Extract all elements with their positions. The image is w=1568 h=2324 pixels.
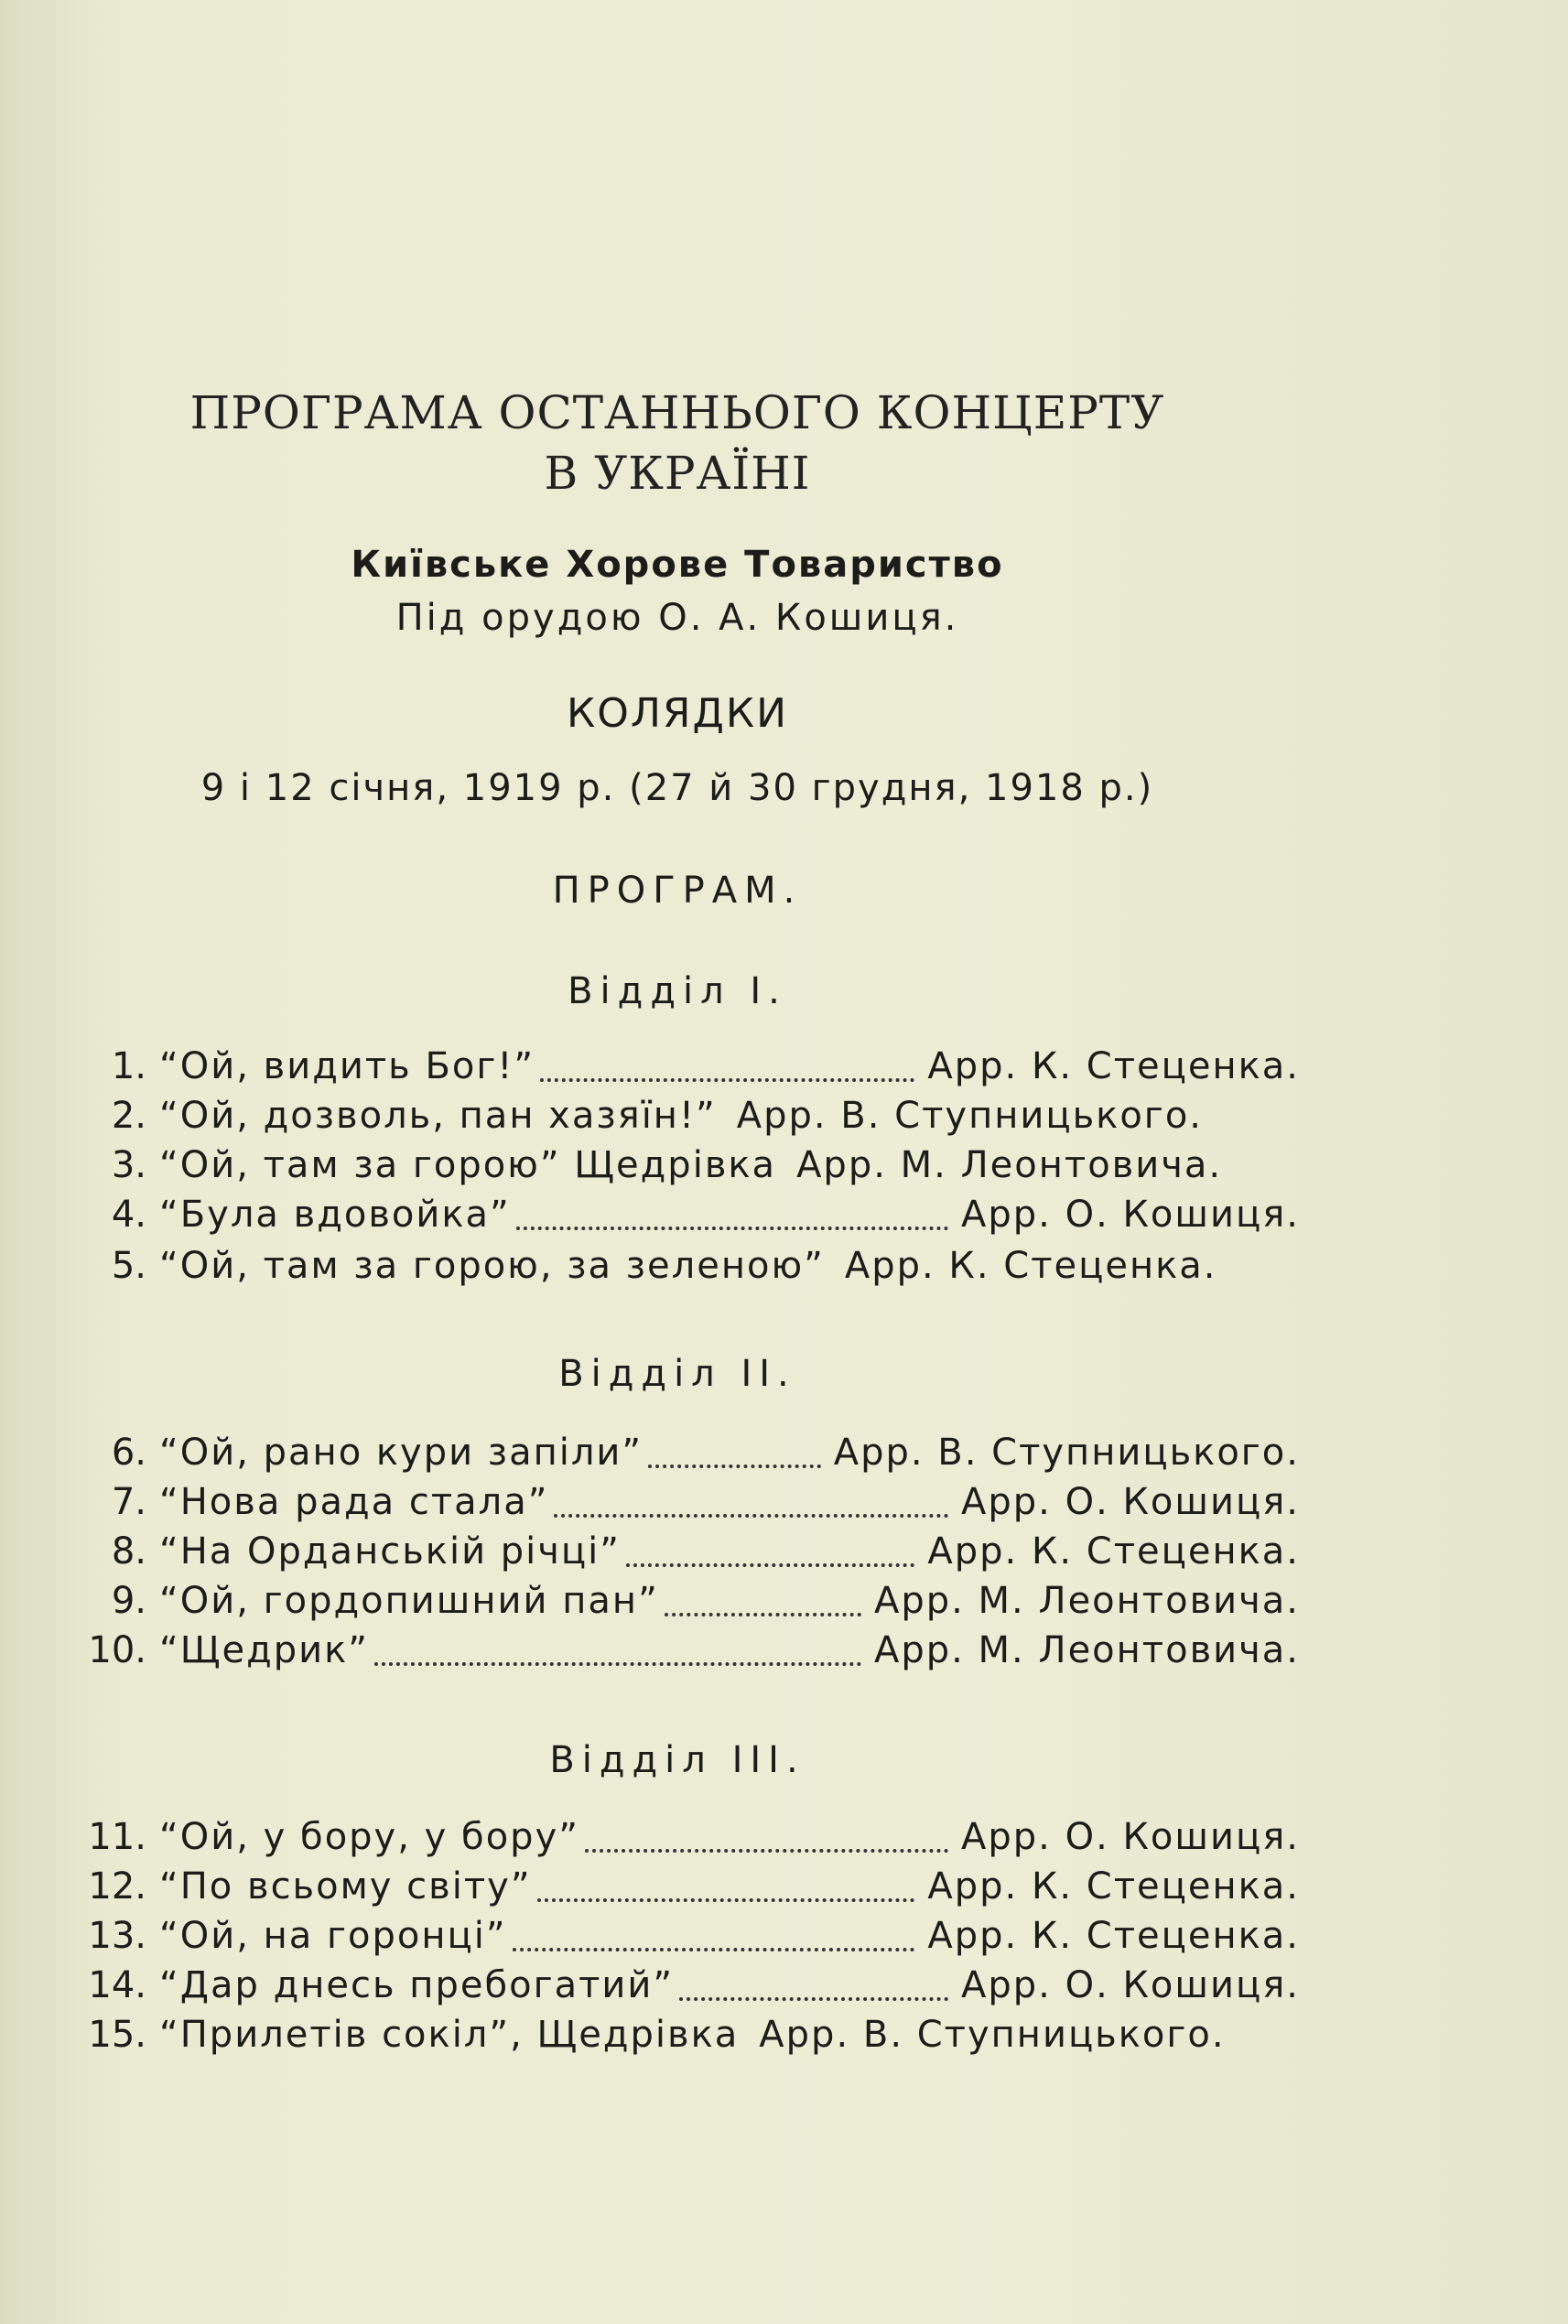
page-title-line2: В УКРАЇНІ — [544, 447, 811, 500]
dot-leader — [648, 1437, 821, 1468]
item-title: “Ой, гордопишний пан” — [159, 1580, 659, 1622]
program-item — [55, 1190, 1300, 1239]
item-title: “Дар днесь пребогатий” — [159, 1964, 675, 2006]
program-item — [55, 1140, 1300, 1190]
dot-leader — [554, 1486, 948, 1518]
item-arranger: Арр. О. Кошиця. — [961, 1964, 1300, 2006]
item-number: 15. — [88, 2014, 146, 2056]
item-arranger: Арр. В. Ступницького. — [759, 2014, 1226, 2056]
program-item — [55, 1428, 1300, 1477]
dot-leader — [665, 1585, 861, 1616]
item-title: “Ой, у бору, у бору” — [159, 1816, 579, 1858]
dot-leader — [626, 1536, 914, 1567]
dot-leader — [679, 1970, 948, 2001]
item-title: “Ой, там за горою, за зеленою” — [159, 1245, 825, 1287]
item-arranger: Арр. М. Леонтовича. — [873, 1580, 1300, 1622]
program-heading: ПРОГРАМ. — [552, 870, 803, 912]
item-arranger: Арр. К. Стеценка. — [927, 1530, 1300, 1573]
item-arranger: Арр. М. Леонтовича. — [873, 1629, 1300, 1671]
item-number: 8. — [111, 1530, 146, 1573]
item-title: “Ой, на горонці” — [159, 1915, 507, 1957]
program-item — [55, 1527, 1300, 1576]
item-arranger: Арр. К. Стеценка. — [927, 1915, 1300, 1957]
item-number: 2. — [111, 1095, 146, 1137]
item-number: 7. — [111, 1481, 146, 1523]
section-heading-1: Відділ I. — [568, 970, 787, 1012]
item-number: 5. — [111, 1245, 146, 1287]
program-item — [55, 1812, 1300, 1862]
item-number: 10. — [88, 1629, 146, 1671]
section-heading-3: Відділ III. — [549, 1739, 806, 1781]
program-item — [55, 1042, 1300, 1091]
item-title: “Ой, дозволь, пан хазяїн!” — [159, 1095, 717, 1137]
item-number: 11. — [88, 1816, 146, 1858]
genre-heading: КОЛЯДКИ — [566, 690, 789, 737]
program-item — [55, 1911, 1300, 1961]
item-title: “Нова рада стала” — [159, 1481, 549, 1523]
item-title: “Ой, рано кури запіли” — [159, 1432, 643, 1474]
item-title: “Прилетів сокіл”, Щедрівка — [159, 2014, 740, 2056]
dot-leader — [585, 1821, 948, 1853]
program-item — [55, 1862, 1300, 1911]
organization-name: Київське Хорове Товариство — [351, 544, 1004, 586]
concert-dates: 9 і 12 січня, 1919 р. (27 й 30 грудня, 1918 р.) — [200, 767, 1154, 809]
item-number: 6. — [111, 1432, 146, 1474]
item-number: 12. — [88, 1865, 146, 1908]
program-item — [55, 1576, 1300, 1626]
item-number: 13. — [88, 1915, 146, 1957]
program-item — [55, 1626, 1300, 1675]
page-title-line1: ПРОГРАМА ОСТАННЬОГО КОНЦЕРТУ — [189, 386, 1165, 439]
item-arranger: Арр. О. Кошиця. — [961, 1194, 1300, 1236]
item-title: “Ой, видить Бог!” — [159, 1045, 535, 1087]
dot-leader — [516, 1199, 948, 1230]
conductor-line: Під орудою О. А. Кошиця. — [395, 597, 959, 639]
item-arranger: Арр. В. Ступницького. — [736, 1095, 1204, 1137]
item-number: 9. — [111, 1580, 146, 1622]
program-item — [55, 2010, 1300, 2059]
item-number: 4. — [111, 1194, 146, 1236]
program-item — [55, 1961, 1300, 2010]
item-arranger: Арр. К. Стеценка. — [844, 1245, 1217, 1287]
item-number: 3. — [111, 1144, 146, 1186]
item-number: 1. — [111, 1045, 146, 1087]
item-arranger: Арр. К. Стеценка. — [927, 1865, 1300, 1908]
item-arranger: Арр. О. Кошиця. — [961, 1481, 1300, 1523]
item-arranger: Арр. О. Кошиця. — [961, 1816, 1300, 1858]
program-item — [55, 1241, 1300, 1291]
item-number: 14. — [88, 1964, 146, 2006]
program-item — [55, 1477, 1300, 1527]
dot-leader — [374, 1635, 861, 1666]
program-item — [55, 1091, 1300, 1140]
item-arranger: Арр. В. Ступницького. — [833, 1432, 1300, 1474]
item-title: “Була вдовойка” — [159, 1194, 511, 1236]
dot-leader — [540, 1051, 914, 1082]
dot-leader — [513, 1920, 915, 1951]
item-title: “По всьому світу” — [159, 1865, 532, 1908]
item-arranger: Арр. К. Стеценка. — [927, 1045, 1300, 1087]
item-title: “На Орданській річці” — [159, 1530, 621, 1573]
item-arranger: Арр. М. Леонтовича. — [796, 1144, 1223, 1186]
item-title: “Щедрик” — [159, 1629, 370, 1671]
section-heading-2: Відділ II. — [558, 1353, 796, 1395]
dot-leader — [537, 1871, 915, 1902]
item-title: “Ой, там за горою” Щедрівка — [159, 1144, 777, 1186]
